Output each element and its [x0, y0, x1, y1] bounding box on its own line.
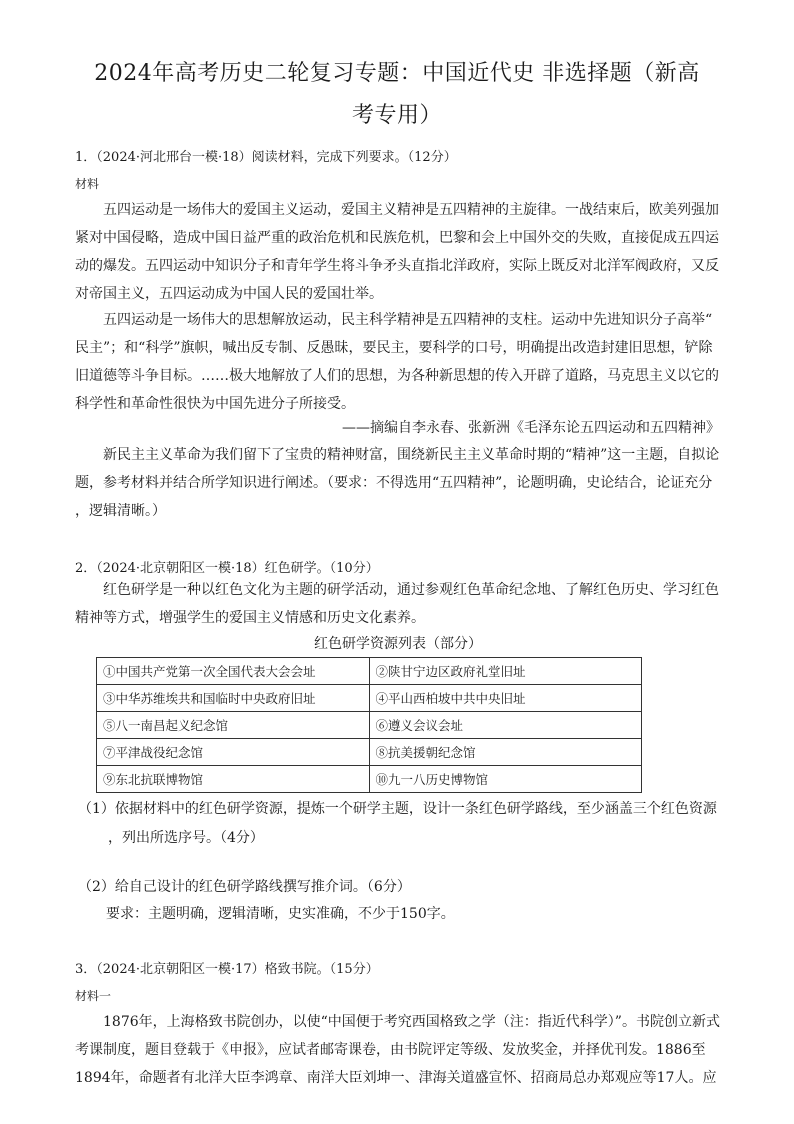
text-line: 1876年，上海格致书院创办，以使“中国便于考究西国格致之学（注：指近代科学）”。书院创立新式 [103, 1014, 720, 1030]
text-line: 科学性和革命性很快为中国先进分子所接受。 [75, 396, 355, 412]
q2-header: 2．（2024·北京朝阳区一模·18）红色研学。（10分） [75, 561, 379, 576]
text-line: 新民主主义革命为我们留下了宝贵的精神财富，围绕新民主主义革命时期的“精神”这一主题，自拟论 [103, 447, 720, 463]
table-row [97, 685, 642, 712]
text-line: 旧道德等斗争目标。……极大地解放了人们的思想，为各种新思想的传入开辟了道路，马克思主义以它的 [75, 368, 719, 384]
q2-intro [75, 576, 721, 632]
table-cell: ⑥遵义会议会址 [369, 712, 642, 739]
text-line: 动的爆发。五四运动中知识分子和青年学生将斗争矛头直指北洋政府，实际上既反对北洋军阀政府，又反 [75, 258, 719, 274]
q3-header: 3．（2024·北京朝阳区一模·17）格致书院。（15分） [75, 962, 379, 977]
text-line: 对帝国主义，五四运动成为中国人民的爱国壮举。 [75, 286, 383, 302]
table-row [97, 766, 642, 793]
table-cell: ⑦平津战役纪念馆 [97, 739, 370, 766]
text-line: ，逻辑清晰。） [75, 503, 166, 519]
table-row [97, 658, 642, 685]
text-line: 题，参考材料并结合所学知识进行阐述。（要求：不得选用“五四精神”，论题明确，史论结合，论证充分 [75, 475, 713, 491]
q3-material-paragraph [75, 1008, 721, 1092]
q2-subquestion-2-requirements: 要求：主题明确，逻辑清晰，史实准确，不少于150字。 [106, 906, 455, 922]
q1-material-label: 材料 [75, 177, 100, 191]
table-cell: ⑨东北抗联博物馆 [97, 766, 370, 793]
q1-material-paragraph-2 [75, 306, 721, 418]
table-cell: ⑩九一八历史博物馆 [369, 766, 642, 793]
table-cell: ①中国共产党第一次全国代表大会会址 [97, 658, 370, 685]
q1-material-paragraph-1 [75, 196, 721, 308]
text-line: 五四运动是一场伟大的思想解放运动，民主科学精神是五四精神的支柱。运动中先进知识分子高举“ [103, 312, 713, 328]
table-cell: ④平山西柏坡中共中央旧址 [369, 685, 642, 712]
text-line: 1894年，命题者有北洋大臣李鸿章、南洋大臣刘坤一、津海关道盛宣怀、招商局总办郑观应等17人。应 [75, 1070, 717, 1086]
q1-header: 1．（2024·河北邢台一模·18）阅读材料，完成下列要求。（12分） [75, 150, 457, 165]
document-title-line2: 考专用） [351, 103, 442, 128]
q1-source-citation: ——摘编自李永春、张新洲《毛泽东论五四运动和五四精神》 [342, 420, 720, 436]
q2-subquestion-2: （2）给自己设计的红色研学路线撰写推介词。（6分） [78, 879, 411, 895]
text-line: 考课制度，题目登载于《申报》，应试者邮寄课卷，由书院评定等级、发放奖金，并择优刊发。1886至 [75, 1042, 706, 1058]
document-title-line1: 2024年高考历史二轮复习专题：中国近代史 非选择题（新高 [94, 61, 700, 86]
text-line: 五四运动是一场伟大的爱国主义运动，爱国主义精神是五四精神的主旋律。一战结束后，欧美列强加 [103, 202, 719, 218]
q2-table-caption: 红色研学资源列表（部分） [314, 636, 482, 652]
table-cell: ②陕甘宁边区政府礼堂旧址 [369, 658, 642, 685]
text-line: 民主”；和“科学”旗帜，喊出反专制、反愚昧，要民主，要科学的口号，明确提出改造封建旧思想，铲除 [75, 340, 713, 356]
text-line: 精神等方式，增强学生的爱国主义情感和历史文化素养。 [75, 610, 425, 626]
table-cell: ⑧抗美援朝纪念馆 [369, 739, 642, 766]
table-row [97, 712, 642, 739]
q2-subquestion-1-line2: ，列出所选序号。（4分） [108, 830, 264, 846]
table-cell: ⑤八一南昌起义纪念馆 [97, 712, 370, 739]
red-study-resource-table [96, 657, 642, 793]
table-row [97, 739, 642, 766]
text-line: 紧对中国侵略，造成中国日益严重的政治危机和民族危机，巴黎和会上中国外交的失败，直接促成五四运 [75, 230, 719, 246]
text-line: 红色研学是一种以红色文化为主题的研学活动，通过参观红色革命纪念地、了解红色历史、学习红色 [103, 582, 719, 598]
q3-material-label: 材料一 [75, 989, 112, 1003]
q1-task [75, 441, 721, 525]
q2-subquestion-1-line1: （1）依据材料中的红色研学资源，提炼一个研学主题，设计一条红色研学路线，至少涵盖三个红色资源 [78, 801, 717, 817]
table-cell: ③中华苏维埃共和国临时中央政府旧址 [97, 685, 370, 712]
